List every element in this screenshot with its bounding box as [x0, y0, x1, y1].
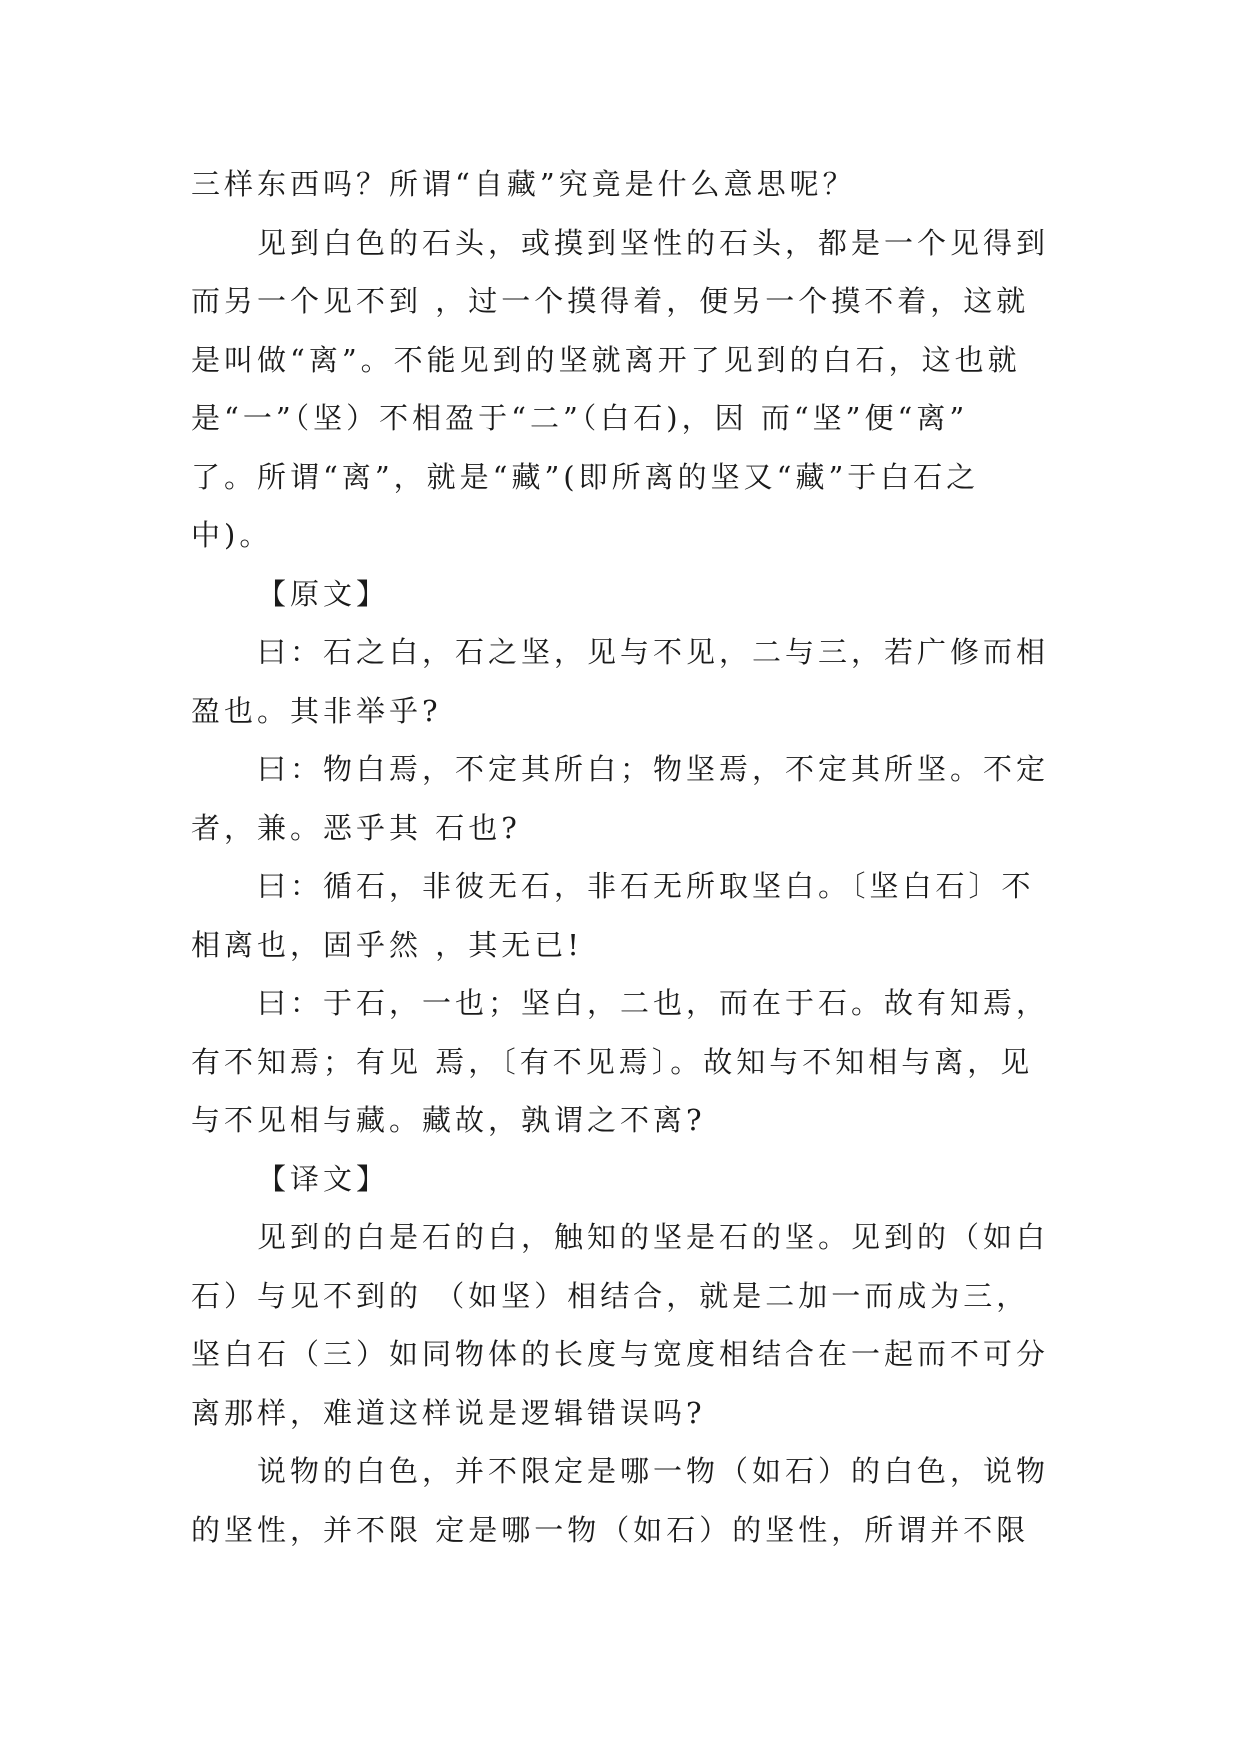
text-line: 盈也。其非举乎? [191, 693, 442, 728]
text-line: 的坚性，并不限 定是哪一物（如石）的坚性，所谓并不限 [191, 1512, 1030, 1547]
document-body [191, 155, 1051, 1559]
text-line: 曰：物白焉，不定其所白；物坚焉，不定其所坚。不定 [257, 752, 1050, 786]
text-line: 曰：石之白，石之坚，见与不见，二与三，若广修而相 [257, 635, 1050, 669]
text-line: 者，兼。恶乎其 石也? [191, 810, 521, 845]
text-line: 与不见相与藏。藏故，孰谓之不离? [191, 1103, 706, 1137]
text-line: 说物的白色，并不限定是哪一物（如石）的白色，说物 [257, 1454, 1050, 1488]
text-line: 曰：于石，一也；坚白，二也，而在于石。故有知焉， [257, 986, 1050, 1020]
text-line: 是叫做“离”。不能见到的坚就离开了见到的白石，这也就 [191, 342, 1021, 377]
text-line: 而另一个见不到 ，过一个摸得着，便另一个摸不着，这就 [191, 284, 1030, 318]
text-line: 相离也，固乎然 ，其无已! [191, 927, 583, 962]
section-heading: 【译文】 [257, 1161, 390, 1196]
text-line: 三样东西吗？所谓“自藏”究竟是什么意思呢？ [191, 167, 856, 201]
text-line: 坚白石（三）如同物体的长度与宽度相结合在一起而不可分 [191, 1337, 1050, 1371]
text-line: 见到的白是石的白，触知的坚是石的坚。见到的（如白 [257, 1220, 1050, 1254]
text-line: 离那样，难道这样说是逻辑错误吗? [191, 1395, 706, 1430]
text-line: 石）与见不到的 （如坚）相结合，就是二加一而成为三， [191, 1278, 1030, 1313]
section-heading: 【原文】 [257, 576, 390, 611]
text-line: 曰：循石，非彼无石，非石无所取坚白。〔坚白石〕不 [257, 869, 1035, 903]
text-line: 是“一”（坚）不相盈于“二”（白石)，因 而“坚”便“离” [191, 401, 969, 435]
text-line: 有不知焉；有见 焉，〔有不见焉〕。故知与不知相与离，见 [191, 1044, 1034, 1079]
text-line: 中)。 [191, 518, 273, 552]
text-line: 了。所谓“离”，就是“藏”(即所离的坚又“藏”于白石之 [191, 459, 980, 494]
text-line: 见到白色的石头，或摸到坚性的石头，都是一个见得到 [257, 225, 1050, 260]
